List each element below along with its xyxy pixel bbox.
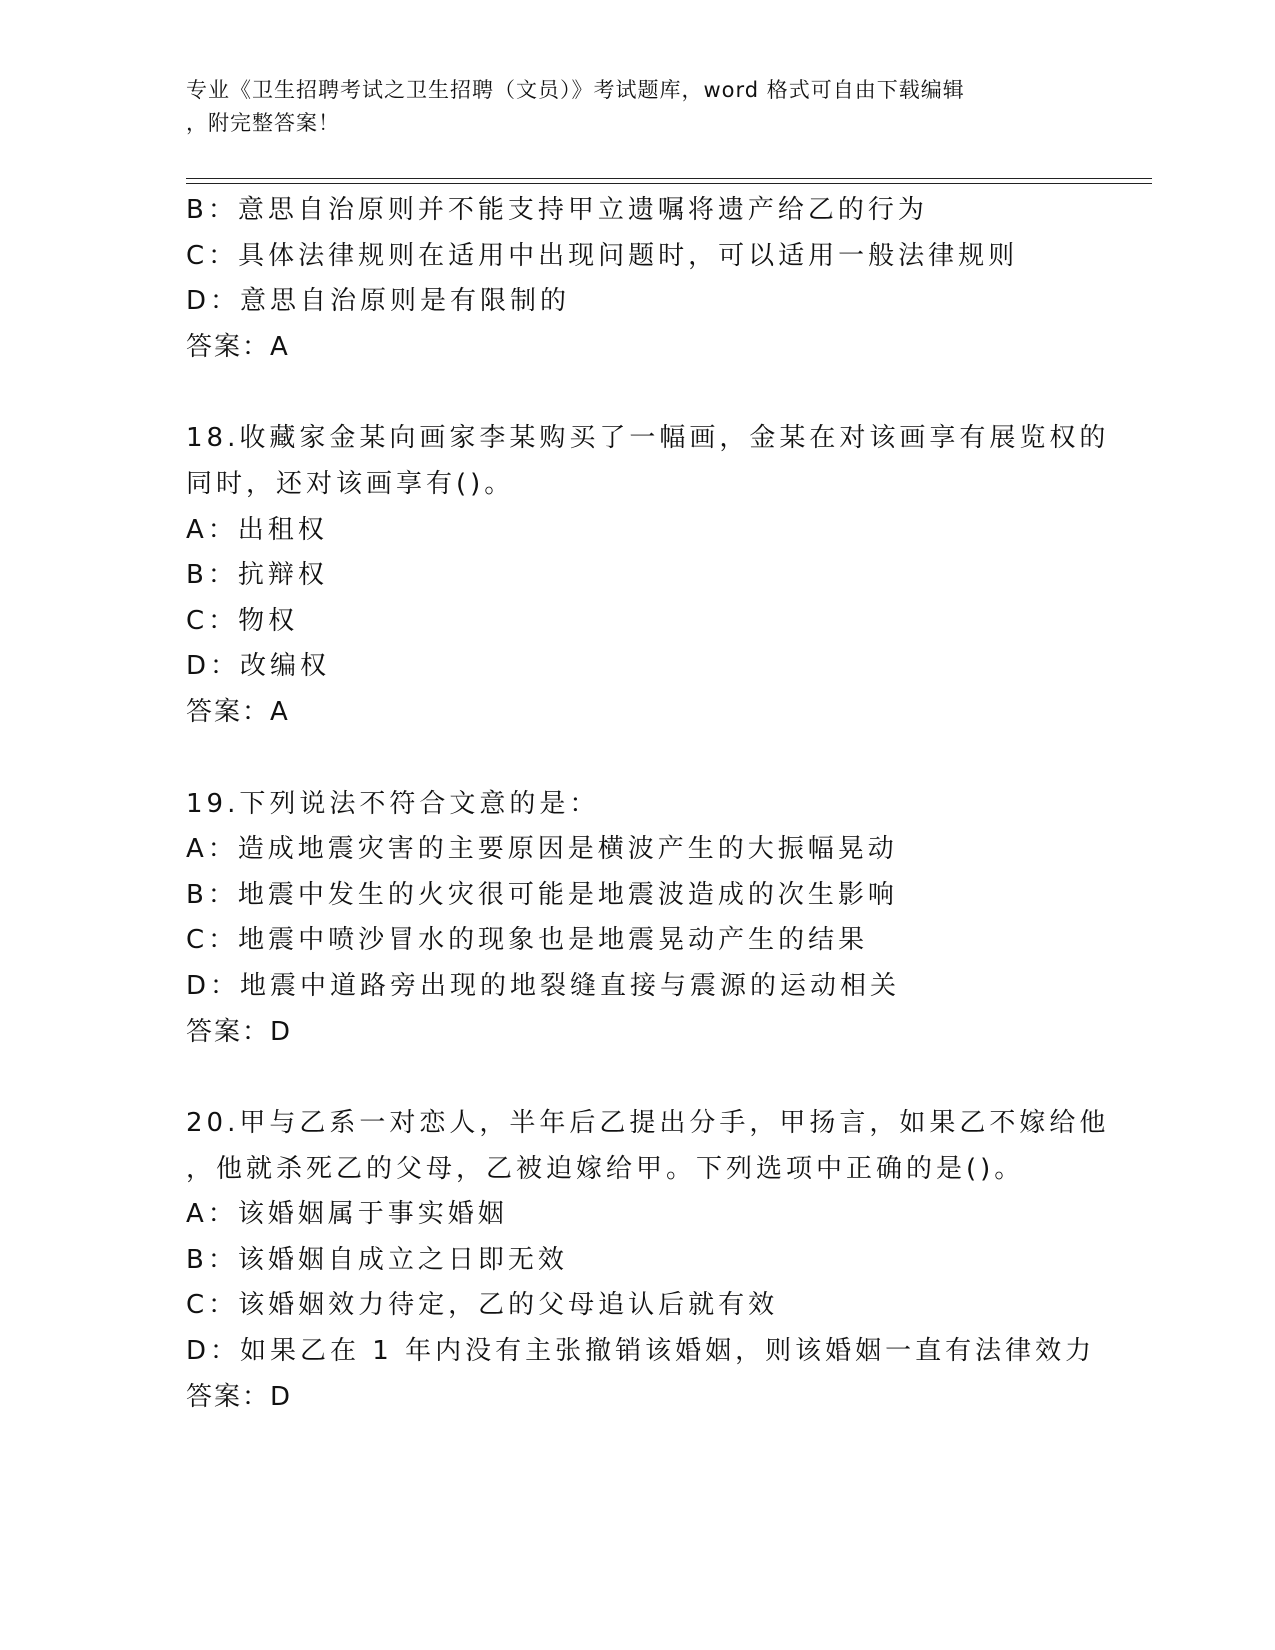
option-c: C：物权 [186, 605, 299, 636]
option-b: B：意思自治原则并不能支持甲立遗嘱将遗产给乙的行为 [186, 195, 928, 225]
answer-line: 答案：D [186, 1381, 293, 1412]
question-stem-line: ，他就杀死乙的父母，乙被迫嫁给甲。下列选项中正确的是()。 [186, 1153, 1025, 1184]
question-block-19 [186, 782, 1086, 1056]
spacer [186, 370, 1086, 416]
option-d: D：意思自治原则是有限制的 [186, 286, 571, 317]
spacer [186, 736, 1086, 782]
header-divider-top [186, 178, 1152, 179]
question-stem-line: 20.甲与乙系一对恋人，半年后乙提出分手，甲扬言，如果乙不嫁给他 [186, 1108, 1110, 1139]
option-b: B：地震中发生的火灾很可能是地震波造成的次生影响 [186, 879, 898, 910]
header-line-2: ，附完整答案！ [186, 111, 340, 135]
question-block-20 [186, 1101, 1110, 1420]
option-b: B：抗辩权 [186, 560, 328, 591]
option-d: D：如果乙在 1 年内没有主张撤销该婚姻，则该婚姻一直有法律效力 [186, 1336, 1096, 1367]
spacer [186, 1055, 1086, 1101]
question-block-17-continued [186, 188, 1086, 370]
question-stem-line: 同时，还对该画享有()。 [186, 468, 515, 499]
option-b: B：该婚姻自成立之日即无效 [186, 1244, 568, 1275]
option-c: C：具体法律规则在适用中出现问题时，可以适用一般法律规则 [186, 240, 1019, 271]
answer-line: 答案：A [186, 331, 290, 362]
option-c: C：地震中喷沙冒水的现象也是地震晃动产生的结果 [186, 925, 869, 956]
header-divider-bottom [186, 183, 1152, 184]
answer-line: 答案：A [186, 696, 290, 727]
answer-line: 答案：D [186, 1016, 293, 1047]
question-block-18 [186, 416, 1110, 735]
question-stem-line: 19.下列说法不符合文意的是： [186, 788, 600, 819]
question-list [186, 188, 1110, 1420]
option-d: D：改编权 [186, 651, 331, 682]
question-stem-line: 18.收藏家金某向画家李某购买了一幅画，金某在对该画享有展览权的 [186, 423, 1110, 454]
option-a: A：出租权 [186, 514, 328, 545]
document-header [186, 74, 1066, 140]
option-a: A：造成地震灾害的主要原因是横波产生的大振幅晃动 [186, 834, 898, 865]
option-c: C：该婚姻效力待定，乙的父母追认后就有效 [186, 1290, 779, 1321]
header-line-1: 专业《卫生招聘考试之卫生招聘（文员）》考试题库，word 格式可自由下载编辑 [186, 78, 965, 102]
option-d: D：地震中道路旁出现的地裂缝直接与震源的运动相关 [186, 970, 901, 1001]
option-a: A：该婚姻属于事实婚姻 [186, 1199, 508, 1230]
